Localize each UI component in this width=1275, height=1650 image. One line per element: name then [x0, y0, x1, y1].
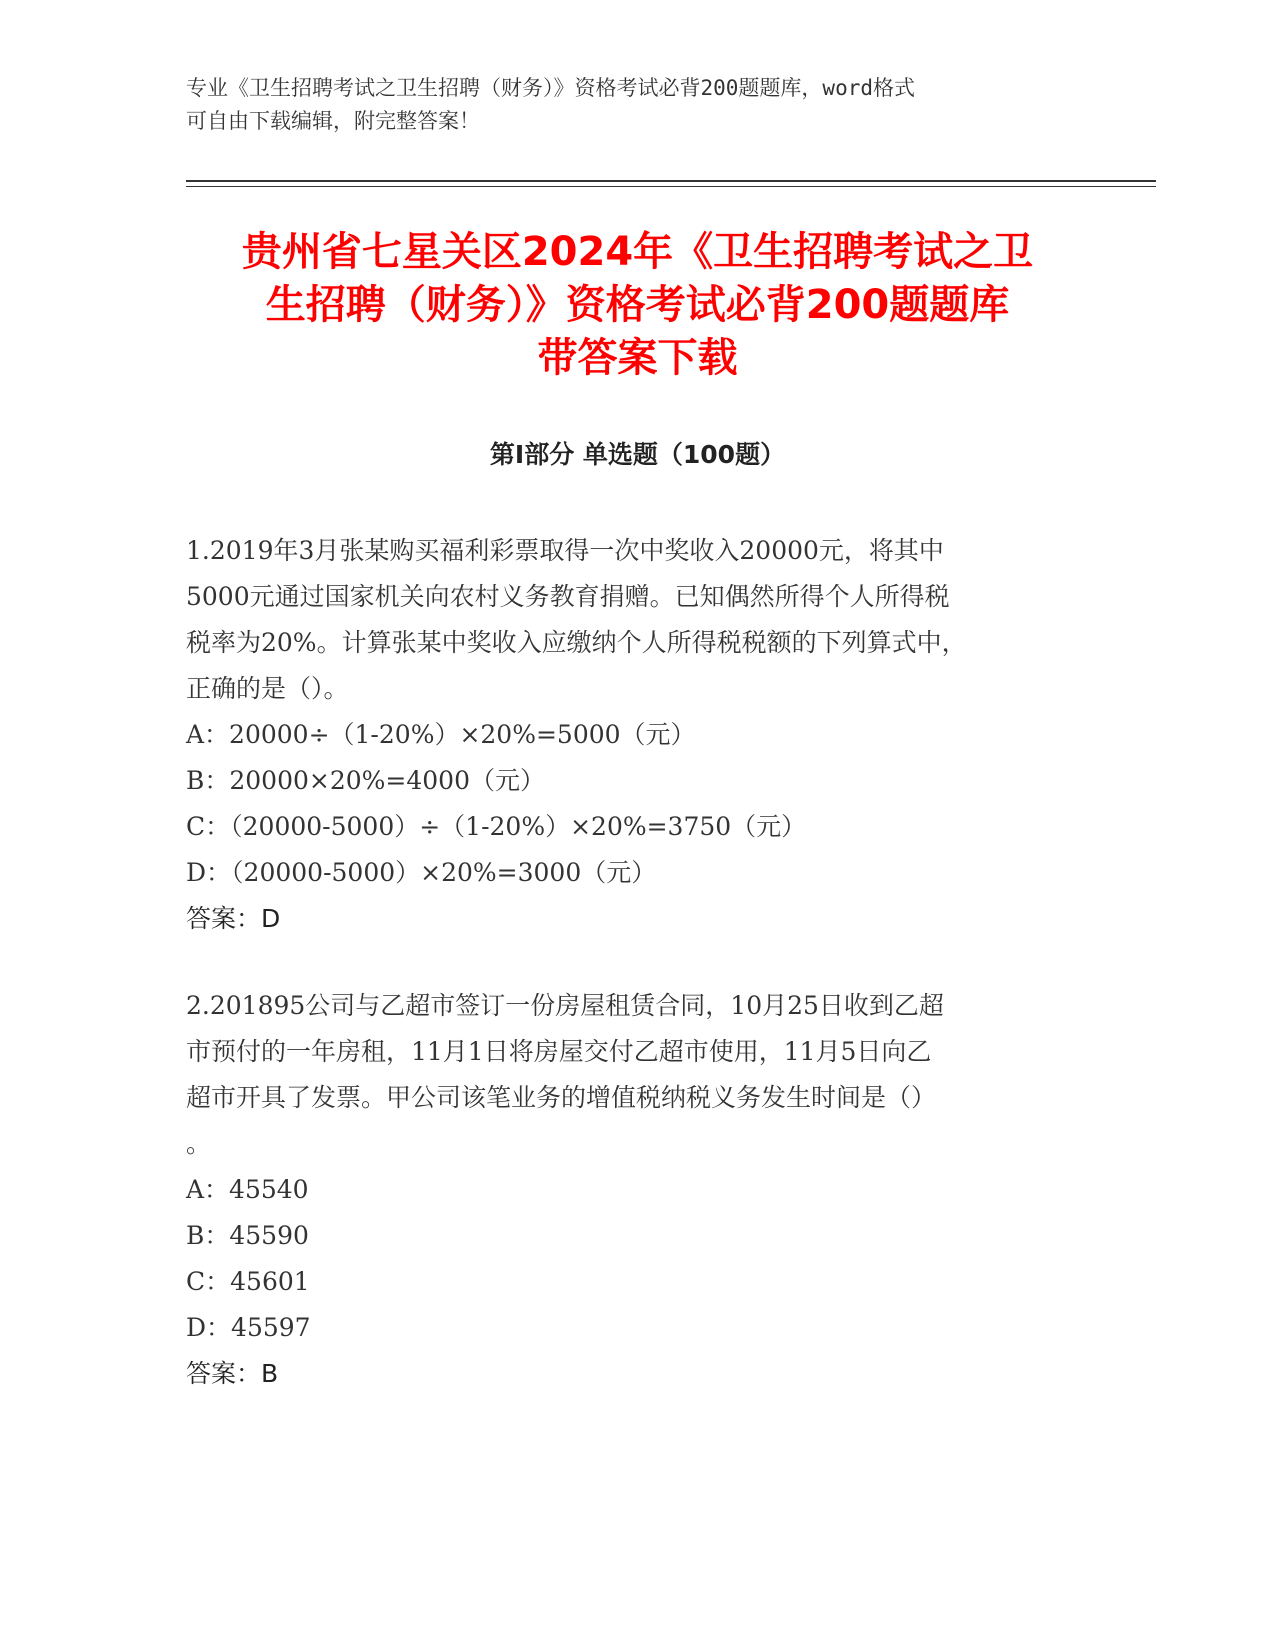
question-stem-line: 正确的是（）。 — [186, 674, 349, 703]
document-title-line: 生招聘（财务）》资格考试必背200题题库 — [265, 282, 1010, 328]
document-title-line: 带答案下载 — [537, 335, 738, 381]
question-stem-line: 2.201895公司与乙超市签订一份房屋租赁合同，10月25日收到乙超 — [186, 991, 944, 1020]
question-stem-line: 税率为20%。计算张某中奖收入应缴纳个人所得税税额的下列算式中， — [186, 628, 967, 657]
question-1 — [186, 528, 1066, 942]
question-stem-line: 。 — [186, 1129, 212, 1158]
question-stem-line: 超市开具了发票。甲公司该笔业务的增值税纳税义务发生时间是（） — [186, 1083, 937, 1112]
header-divider-thick — [186, 180, 1156, 182]
option-c: C：（20000-5000）÷（1-20%）×20%=3750（元） — [186, 812, 807, 841]
option-b: B：20000×20%=4000（元） — [186, 766, 545, 795]
question-stem-line: 5000元通过国家机关向农村义务教育捐赠。已知偶然所得个人所得税 — [186, 582, 950, 611]
option-c: C：45601 — [186, 1267, 310, 1296]
answer-line: 答案：B — [186, 1359, 279, 1388]
option-a: A：20000÷（1-20%）×20%=5000（元） — [186, 720, 696, 749]
question-2 — [186, 983, 1066, 1397]
option-d: D：45597 — [186, 1313, 311, 1342]
answer-line: 答案：D — [186, 904, 281, 933]
section-heading: 第Ⅰ部分 单选题（100题） — [489, 440, 786, 469]
option-a: A：45540 — [186, 1175, 309, 1204]
header-note — [186, 72, 1066, 138]
option-d: D：（20000-5000）×20%=3000（元） — [186, 858, 657, 887]
option-b: B：45590 — [186, 1221, 309, 1250]
document-title-line: 贵州省七星关区2024年《卫生招聘考试之卫 — [241, 229, 1034, 275]
header-divider-thin — [186, 186, 1156, 187]
question-stem-line: 市预付的一年房租，11月1日将房屋交付乙超市使用，11月5日向乙 — [186, 1037, 932, 1066]
question-stem-line: 1.2019年3月张某购买福利彩票取得一次中奖收入20000元，将其中 — [186, 536, 944, 565]
header-note-line: 可自由下载编辑，附完整答案！ — [186, 109, 480, 133]
document-title — [160, 226, 1115, 385]
header-note-line: 专业《卫生招聘考试之卫生招聘（财务）》资格考试必背200题题库，word格式 — [186, 76, 915, 100]
